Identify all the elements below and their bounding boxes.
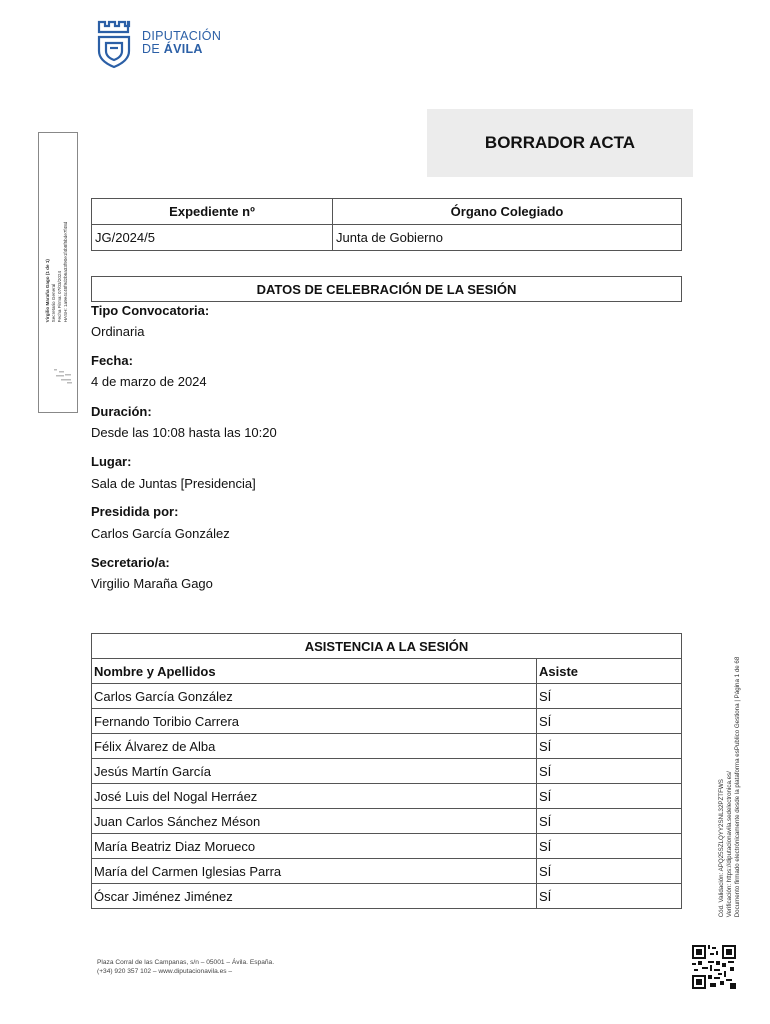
logo-line-2-bold: ÁVILA [163, 42, 203, 56]
attendee-name: Carlos García González [92, 684, 537, 709]
expediente-value: JG/2024/5 [92, 225, 333, 251]
organo-header: Órgano Colegiado [333, 199, 682, 225]
organo-value: Junta de Gobierno [333, 225, 682, 251]
asistencia-table [91, 633, 682, 909]
footer-address: Plaza Corral de las Campanas, s/n – 05001 – Ávila. España. [97, 959, 275, 966]
signer-name: Virgilio Maraña Gago (1 de 1) [45, 259, 50, 323]
signature-stamp-icon [52, 365, 76, 387]
field-value-fecha: 4 de marzo de 2024 [91, 374, 207, 389]
logo-line-1: DIPUTACIÓN [142, 29, 222, 43]
asistencia-title: ASISTENCIA A LA SESIÓN [92, 634, 682, 659]
attendee-asiste: SÍ [537, 709, 682, 734]
field-value-lugar: Sala de Juntas [Presidencia] [91, 476, 256, 491]
table-row [92, 859, 682, 884]
attendee-asiste: SÍ [537, 884, 682, 909]
field-label-duracion: Duración: [91, 404, 152, 419]
validation-code: Cód. Validación: APQ25SZLQYY2SNL32PZTFWS [718, 779, 725, 918]
diputacion-avila-logo [96, 19, 132, 71]
attendee-asiste: SÍ [537, 859, 682, 884]
table-row [92, 684, 682, 709]
attendee-name: María Beatriz Diaz Morueco [92, 834, 537, 859]
signature-hash: HASH: 1a9e4c48f9d2b6a33f90e1f4b8f5bde7f48d [63, 221, 68, 323]
expediente-header: Expediente nº [92, 199, 333, 225]
table-row [92, 884, 682, 909]
logo-wordmark [142, 30, 221, 56]
table-row [92, 709, 682, 734]
logo-line-2-prefix: DE [142, 42, 164, 56]
column-header-asiste: Asiste [537, 659, 682, 684]
table-row [92, 834, 682, 859]
verification-url: Verificación: https://diputacionavila.sedelectronica.es/ [726, 771, 733, 918]
attendee-name: Félix Álvarez de Alba [92, 734, 537, 759]
field-label-presidida: Presidida por: [91, 504, 179, 519]
signer-role: Secretario General [51, 283, 56, 323]
field-label-secretario: Secretario/a: [91, 555, 170, 570]
table-row [92, 809, 682, 834]
footer-contact: (+34) 920 357 102 – www.diputacionavila.es – [97, 968, 233, 975]
signature-date: Fecha Firma: 07/03/2024 [57, 270, 62, 323]
attendee-name: María del Carmen Iglesias Parra [92, 859, 537, 884]
signed-statement: Documento firmado electrónicamente desde la plataforma esPublico Gestiona | Página 1 de 68 [734, 656, 741, 918]
expediente-table [91, 198, 682, 251]
attendee-asiste: SÍ [537, 784, 682, 809]
qr-code-icon [692, 945, 736, 989]
attendee-name: Juan Carlos Sánchez Méson [92, 809, 537, 834]
table-row [92, 734, 682, 759]
verification-note [718, 657, 742, 918]
attendee-asiste: SÍ [537, 809, 682, 834]
attendee-asiste: SÍ [537, 834, 682, 859]
field-label-fecha: Fecha: [91, 353, 133, 368]
field-value-secretario: Virgilio Maraña Gago [91, 576, 213, 591]
attendee-name: Fernando Toribio Carrera [92, 709, 537, 734]
field-value-tipo: Ordinaria [91, 324, 145, 339]
signature-text [45, 222, 69, 323]
attendee-name: Óscar Jiménez Jiménez [92, 884, 537, 909]
document-status-header: BORRADOR ACTA [427, 109, 693, 177]
datos-section-title: DATOS DE CELEBRACIÓN DE LA SESIÓN [91, 276, 682, 302]
column-header-nombre: Nombre y Apellidos [92, 659, 537, 684]
attendee-asiste: SÍ [537, 734, 682, 759]
attendee-asiste: SÍ [537, 684, 682, 709]
field-value-duracion: Desde las 10:08 hasta las 10:20 [91, 425, 277, 440]
field-value-presidida: Carlos García González [91, 526, 230, 541]
attendee-name: José Luis del Nogal Herráez [92, 784, 537, 809]
page-footer [97, 958, 274, 976]
field-label-tipo: Tipo Convocatoria: [91, 303, 210, 318]
table-row [92, 759, 682, 784]
attendee-name: Jesús Martín García [92, 759, 537, 784]
field-label-lugar: Lugar: [91, 454, 132, 469]
attendee-asiste: SÍ [537, 759, 682, 784]
table-row [92, 784, 682, 809]
